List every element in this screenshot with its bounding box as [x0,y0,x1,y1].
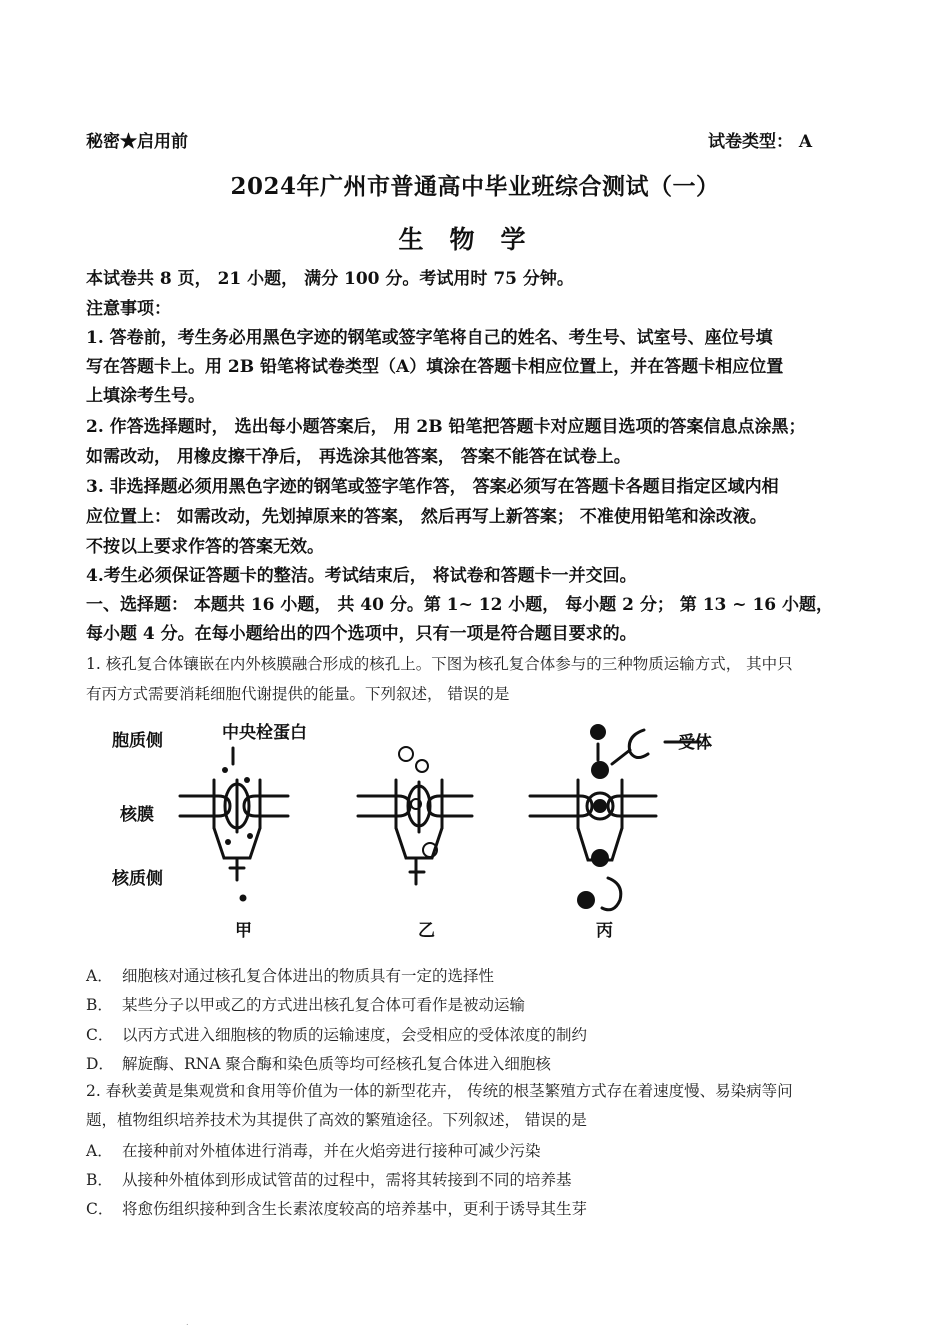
label-nuclear-membrane: 核膜 [120,805,154,825]
molecule-dot [222,767,228,773]
panel-label-b: 乙 [418,921,435,941]
cargo-molecule [590,724,606,740]
cargo-leaving-pore [591,849,609,867]
exam-intro: 本试卷共 8 页， 21 小题， 满分 100 分。考试用时 75 分钟。 [86,269,574,289]
footer-mark: . [186,1318,189,1327]
panel-label-a: 甲 [235,921,252,941]
note-line: 写在答题卡上。用 2B 铅笔将试卷类型（A）填涂在答题卡相应位置上，并在答题卡相应位置 [86,357,784,377]
note-line: 如需改动， 用橡皮擦干净后， 再选涂其他答案， 答案不能答在试卷上。 [86,447,631,467]
note-line: 应位置上： 如需改动，先划掉原来的答案， 然后再写上新答案； 不准使用铅笔和涂改液。 [86,507,767,527]
cargo-receptor-complex [591,761,609,779]
section-instruction: 每小题 4 分。在每小题给出的四个选项中，只有一项是符合题目要求的。 [86,624,637,644]
question-1-stem: 1. 核孔复合体镶嵌在内外核膜融合形成的核孔上。下图为核孔复合体参与的三种物质运输方式， 其中只 [86,655,793,673]
label-central-plug-protein: 中央栓蛋白 [222,723,307,743]
paper-type: 试卷类型： A [708,132,813,152]
question-2-stem: 题，植物组织培养技术为其提供了高效的繁殖途径。下列叙述， 错误的是 [86,1111,587,1129]
note-line: 1. 答卷前，考生务必用黑色字迹的钢笔或签字笔将自己的姓名、考生号、试室号、座位号填 [86,328,773,348]
molecule-dot [247,833,253,839]
cargo-released [577,891,595,909]
note-line: 4.考生必须保证答题卡的整洁。考试结束后， 将试卷和答题卡一并交回。 [86,566,637,586]
label-receptor: 受体 [678,733,712,753]
q1-option-c: C． 以丙方式进入细胞核的物质的运输速度，会受相应的受体浓度的制约 [86,1026,588,1044]
pore-panel-c [530,730,700,910]
large-molecule [416,760,428,772]
pore-panel-b [358,780,472,884]
note-line: 2. 作答选择题时， 选出每小题答案后， 用 2B 铅笔把答题卡对应题目选项的答案信息点涂黑； [86,417,806,437]
q1-option-b: B． 某些分子以甲或乙的方式进出核孔复合体可看作是被动运输 [86,996,526,1014]
cargo-in-pore [593,799,607,813]
q2-option-c: C． 将愈伤组织接种到含生长素浓度较高的培养基中，更利于诱导其生芽 [86,1200,588,1218]
q1-option-a: A． 细胞核对通过核孔复合体进出的物质具有一定的选择性 [86,967,495,985]
q2-option-a: A． 在接种前对外植体进行消毒，并在火焰旁进行接种可减少污染 [86,1142,541,1160]
notes-heading: 注意事项： [86,299,171,319]
note-line: 上填涂考生号。 [86,386,205,406]
exam-title: 2024年广州市普通高中毕业班综合测试（一） [230,173,720,200]
q1-option-d: D． 解旋酶、RNA 聚合酶和染色质等均可经核孔复合体进入细胞核 [86,1055,551,1073]
confidential-mark: 秘密★启用前 [86,132,188,152]
molecule-dot [225,839,231,845]
section-heading: 一、选择题： 本题共 16 小题， 共 40 分。第 1~ 12 小题， 每小题 2 分； 第 13 ~ 16 小题， [86,595,834,615]
label-cytoplasm-side: 胞质侧 [112,731,163,751]
note-line: 不按以上要求作答的答案无效。 [86,537,324,557]
question-1-stem: 有丙方式需要消耗细胞代谢提供的能量。下列叙述， 错误的是 [86,685,510,703]
subject-title: 生物学 [398,225,552,254]
nuclear-pore-figure [100,708,740,948]
molecule-dot [244,777,250,783]
question-2-stem: 2. 春秋姜黄是集观赏和食用等价值为一体的新型花卉， 传统的根茎繁殖方式存在着速度慢、易染病等问 [86,1082,793,1100]
pore-panel-a [180,748,288,880]
q2-option-b: B． 从接种外植体到形成试管苗的过程中，需将其转接到不同的培养基 [86,1171,572,1189]
label-nucleoplasm-side: 核质侧 [112,869,163,889]
panel-label-c: 丙 [596,921,613,941]
molecule-dot [240,895,247,902]
note-line: 3. 非选择题必须用黑色字迹的钢笔或签字笔作答， 答案必须写在答题卡各题目指定区域内相 [86,477,779,497]
large-molecule [399,747,413,761]
